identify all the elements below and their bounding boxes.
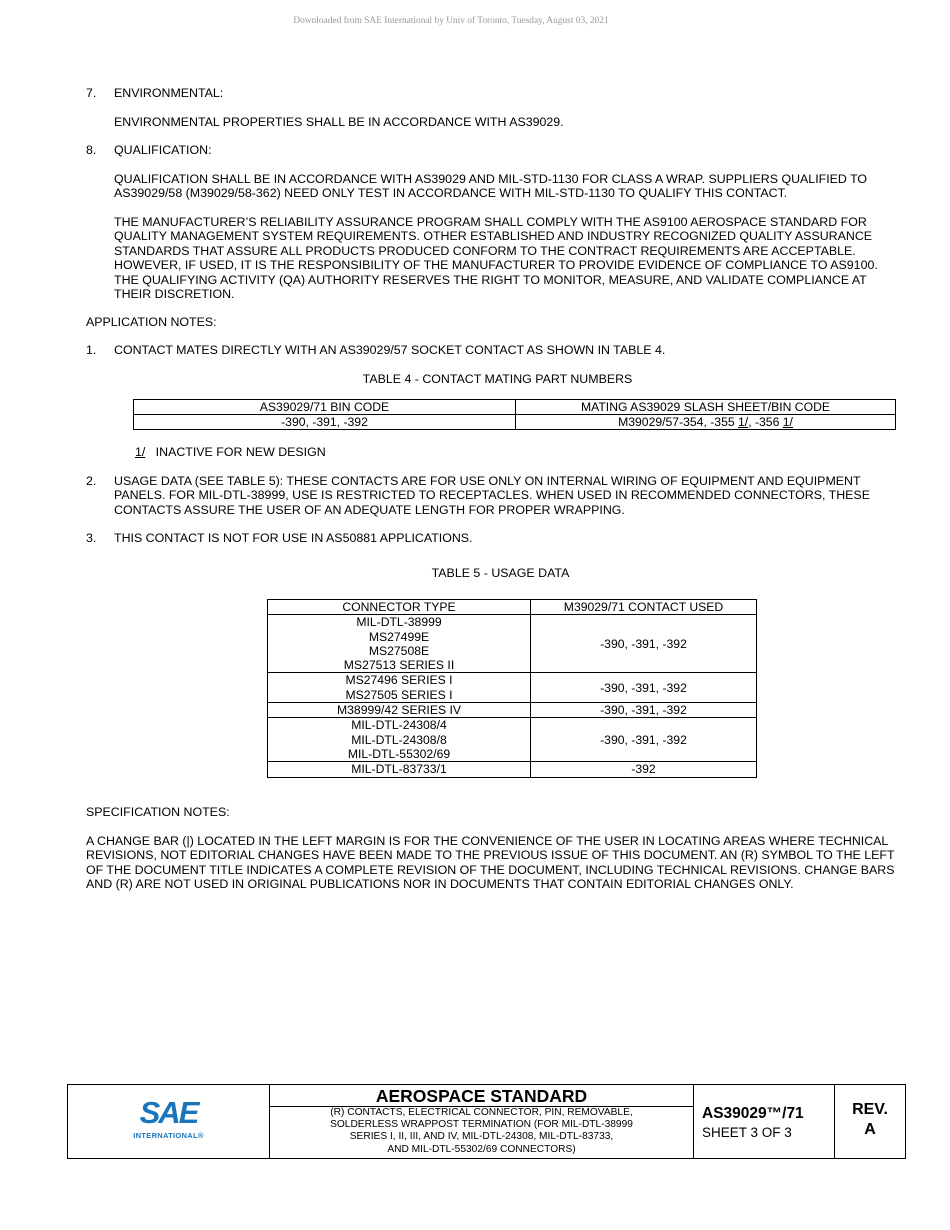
revision-value: A xyxy=(864,1121,876,1138)
revision-label: REV. xyxy=(852,1101,888,1118)
connector-type: MS27505 SERIES I xyxy=(345,687,453,702)
table-header-cell: M39029/71 CONTACT USED xyxy=(531,600,757,615)
app-note-1-text: CONTACT MATES DIRECTLY WITH AN AS39029/57 SOCKET CONTACT AS SHOWN IN TABLE 4. xyxy=(114,343,666,357)
contact-used-cell: -390, -391, -392 xyxy=(531,615,757,673)
document-number: AS39029™/71 xyxy=(702,1105,804,1122)
registered-mark: ® xyxy=(197,1131,204,1140)
contact-used-cell: -390, -391, -392 xyxy=(531,673,757,703)
connector-type: MS27513 SERIES II xyxy=(343,658,455,673)
table-row xyxy=(268,600,757,615)
sae-logo-subtext xyxy=(68,1131,269,1140)
footnote-ref: 1/ xyxy=(738,415,749,429)
table-row xyxy=(134,415,896,430)
section-8-paragraph-2: THE MANUFACTURER’S RELIABILITY ASSURANCE PROGRAM SHALL COMPLY WITH THE AS9100 AEROSPACE STANDARD FOR QUALITY MANAGEMENT SYSTEM REQUIREMENTS. OTHER ESTABLISHED AND INDUSTRY RECOGNIZED QUALITY ASSURANCE STANDARDS THAT ASSURE ALL PRODUCTS PRODUCED CONFORM TO THE CONTRACT REQUIREMENTS ARE ACCEPTABLE. HOWEVER, IF USED, IT IS THE RESPONSIBILITY OF THE MANUFACTURER TO PROVIDE EVIDENCE OF COMPLIANCE TO AS9100. THE QUALIFYING ACTIVITY (QA) AUTHORITY RESERVES THE RIGHT TO MONITOR, MEASURE, AND VALIDATE COMPLIANCE AT THEIR DISCRETION. xyxy=(114,215,878,302)
app-note-3-text: THIS CONTACT IS NOT FOR USE IN AS50881 APPLICATIONS. xyxy=(114,531,473,545)
connector-type-cell xyxy=(268,703,531,718)
table-row xyxy=(268,718,757,762)
section-7-title: ENVIRONMENTAL: xyxy=(114,86,224,100)
section-7-body: ENVIRONMENTAL PROPERTIES SHALL BE IN ACCORDANCE WITH AS39029. xyxy=(114,115,564,129)
table-cell-bin-code: -390, -391, -392 xyxy=(134,415,516,430)
document-title-line: (R) CONTACTS, ELECTRICAL CONNECTOR, PIN, REMOVABLE, xyxy=(330,1107,633,1118)
title-cell xyxy=(270,1085,694,1158)
footnote-text: INACTIVE FOR NEW DESIGN xyxy=(155,445,326,459)
section-8-paragraph-1: QUALIFICATION SHALL BE IN ACCORDANCE WITH AS39029 AND MIL-STD-1130 FOR CLASS A WRAP. SUPPLIERS QUALIFIED TO AS39029/58 (M39029/58-362) NEED ONLY TEST IN ACCORDANCE WITH MIL-STD-1130 TO QUALIFY THIS CONTACT. xyxy=(114,172,868,201)
mating-part-a: M39029/57-354, -355 xyxy=(618,415,739,429)
table-row xyxy=(134,400,896,415)
connector-type-cell xyxy=(268,615,531,673)
contact-used-cell: -392 xyxy=(531,762,757,777)
connector-type: MIL-DTL-24308/8 xyxy=(351,732,447,747)
document-title xyxy=(270,1107,693,1156)
connector-type: MS27508E xyxy=(368,643,430,658)
connector-type-cell xyxy=(268,762,531,777)
table-cell-mating xyxy=(516,415,896,430)
footnote-mark: 1/ xyxy=(135,445,146,459)
connector-type: MIL-DTL-55302/69 xyxy=(347,746,451,761)
table-5-caption: TABLE 5 - USAGE DATA xyxy=(431,566,570,580)
connector-type: MS27496 SERIES I xyxy=(345,673,453,688)
sae-logo-text: SAE xyxy=(139,1095,198,1130)
app-note-2-text: USAGE DATA (SEE TABLE 5): THESE CONTACTS ARE FOR USE ONLY ON INTERNAL WIRING OF EQUIPMENT AND EQUIPMENT PANELS. FOR MIL-DTL-38999, USE IS RESTRICTED TO RECEPTACLES. WHEN USED IN RECOMMENDED CONNECTORS, THESE CONTACTS ASSURE THE USER OF AN ADEQUATE LENGTH FOR PROPER WRAPPING. xyxy=(114,474,870,517)
table-4 xyxy=(133,399,896,430)
contact-used-cell: -390, -391, -392 xyxy=(531,718,757,762)
connector-type-cell xyxy=(268,718,531,762)
table-4-footnote xyxy=(135,445,326,459)
app-note-2-number: 2. xyxy=(86,474,97,488)
section-7-number: 7. xyxy=(86,86,97,100)
table-row xyxy=(268,762,757,777)
app-note-1-number: 1. xyxy=(86,343,97,357)
table-header-cell: CONNECTOR TYPE xyxy=(268,600,531,615)
document-title-line: SOLDERLESS WRAPPOST TERMINATION (FOR MIL-DTL-38999 xyxy=(330,1119,633,1131)
connector-type: M38999/42 SERIES IV xyxy=(337,703,461,718)
application-notes-heading: APPLICATION NOTES: xyxy=(86,315,217,329)
section-8-number: 8. xyxy=(86,143,97,157)
table-4-caption: TABLE 4 - CONTACT MATING PART NUMBERS xyxy=(362,372,633,386)
specification-notes-heading: SPECIFICATION NOTES: xyxy=(86,805,230,819)
sae-logo-sub: INTERNATIONAL xyxy=(133,1131,198,1140)
table-5 xyxy=(267,599,757,778)
connector-type: MIL-DTL-38999 xyxy=(356,615,442,630)
specification-notes-text: A CHANGE BAR (|) LOCATED IN THE LEFT MARGIN IS FOR THE CONVENIENCE OF THE USER IN LOCATING AREAS WHERE TECHNICAL REVISIONS, NOT EDITORIAL CHANGES HAVE BEEN MADE TO THE PREVIOUS ISSUE OF THIS DOCUMENT. AN (R) SYMBOL TO THE LEFT OF THE DOCUMENT TITLE INDICATES A COMPLETE REVISION OF THE DOCUMENT, INCLUDING TECHNICAL REVISIONS. CHANGE BARS AND (R) ARE NOT USED IN ORIGINAL PUBLICATIONS NOR IN DOCUMENTS THAT CONTAIN EDITORIAL CHANGES ONLY. xyxy=(86,834,895,892)
mating-part-b: , -356 xyxy=(748,415,783,429)
sheet-number: SHEET 3 OF 3 xyxy=(702,1125,792,1140)
revision-cell xyxy=(835,1085,905,1158)
title-block xyxy=(67,1084,906,1159)
connector-type: MS27499E xyxy=(368,629,430,644)
table-header-cell: AS39029/71 BIN CODE xyxy=(134,400,516,415)
document-title-line: AND MIL-DTL-55302/69 CONNECTORS) xyxy=(387,1143,576,1155)
sae-logo xyxy=(68,1085,270,1158)
document-title-line: SERIES I, II, III, AND IV, MIL-DTL-24308, MIL-DTL-83733, xyxy=(349,1131,614,1143)
app-note-3-number: 3. xyxy=(86,531,97,545)
section-8-title: QUALIFICATION: xyxy=(114,143,212,157)
table-row xyxy=(268,703,757,718)
connector-type-cell xyxy=(268,673,531,703)
download-notice: Downloaded from SAE International by Univ of Toronto, Tuesday, August 03, 2021 xyxy=(293,16,609,26)
table-row xyxy=(268,673,757,703)
connector-type: MIL-DTL-83733/1 xyxy=(351,762,447,777)
document-number-cell xyxy=(694,1085,835,1158)
table-header-cell: MATING AS39029 SLASH SHEET/BIN CODE xyxy=(516,400,896,415)
contact-used-cell: -390, -391, -392 xyxy=(531,703,757,718)
document-type: AEROSPACE STANDARD xyxy=(270,1085,693,1107)
table-row xyxy=(268,615,757,673)
footnote-ref: 1/ xyxy=(782,415,793,429)
connector-type: MIL-DTL-24308/4 xyxy=(351,718,447,733)
